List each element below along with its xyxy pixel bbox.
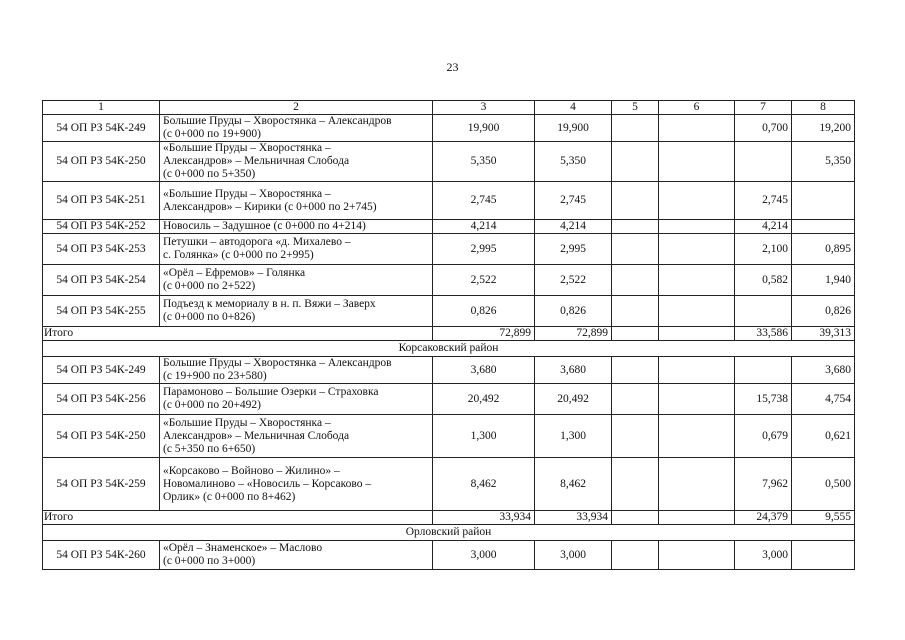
value-col-3: 8,462 bbox=[433, 458, 535, 511]
value-col-4: 1,300 bbox=[535, 415, 612, 458]
column-header-3: 3 bbox=[433, 101, 535, 115]
total-cell-c5 bbox=[612, 511, 659, 525]
value-col-5 bbox=[612, 384, 659, 415]
value-col-7: 0,679 bbox=[735, 415, 792, 458]
column-header-8: 8 bbox=[792, 101, 855, 115]
value-col-5 bbox=[612, 296, 659, 327]
section-title: Корсаковский район bbox=[43, 341, 855, 357]
road-name-line: Орлик» (с 0+000 по 8+462) bbox=[163, 490, 296, 503]
value-col-4: 8,462 bbox=[535, 458, 612, 511]
value-col-3: 19,900 bbox=[433, 115, 535, 142]
value-col-5 bbox=[612, 265, 659, 296]
road-name-line: (с 0+000 по 0+826) bbox=[163, 311, 256, 323]
total-cell-c5 bbox=[612, 327, 659, 341]
total-cell-c6 bbox=[659, 511, 735, 525]
road-name-line: Новомалиново – «Новосиль – Корсаково – bbox=[163, 477, 372, 490]
value-col-7: 2,745 bbox=[735, 182, 792, 220]
column-header-5: 5 bbox=[612, 101, 659, 115]
table-row bbox=[43, 234, 855, 265]
value-col-6 bbox=[659, 541, 735, 570]
value-col-7: 0,582 bbox=[735, 265, 792, 296]
road-code: 54 ОП РЗ 54К-250 bbox=[43, 415, 160, 458]
value-col-7: 15,738 bbox=[735, 384, 792, 415]
road-name-line: Большие Пруды – Хворостянка – Александров bbox=[163, 357, 392, 369]
table-row bbox=[43, 142, 855, 182]
section-row bbox=[43, 525, 855, 541]
value-col-8: 3,680 bbox=[792, 357, 855, 384]
value-col-7 bbox=[735, 296, 792, 327]
column-header-7: 7 bbox=[735, 101, 792, 115]
road-code: 54 ОП РЗ 54К-260 bbox=[43, 541, 160, 570]
value-col-4: 2,995 bbox=[535, 234, 612, 265]
value-col-5 bbox=[612, 220, 659, 234]
value-col-4: 2,745 bbox=[535, 182, 612, 220]
value-col-3: 3,680 bbox=[433, 357, 535, 384]
roads-table bbox=[42, 100, 855, 570]
road-name-line: Парамоново – Большие Озерки – Страховка bbox=[163, 386, 379, 398]
road-name-line: Большие Пруды – Хворостянка – Александров bbox=[163, 115, 392, 127]
value-col-4: 3,000 bbox=[535, 541, 612, 570]
value-col-4: 19,900 bbox=[535, 115, 612, 142]
total-row bbox=[43, 511, 855, 525]
value-col-6 bbox=[659, 265, 735, 296]
road-name bbox=[160, 458, 433, 511]
value-col-6 bbox=[659, 296, 735, 327]
value-col-8 bbox=[792, 541, 855, 570]
total-cell-c3: 33,934 bbox=[433, 511, 535, 525]
value-col-4: 2,522 bbox=[535, 265, 612, 296]
value-col-6 bbox=[659, 234, 735, 265]
road-name bbox=[160, 115, 433, 142]
value-col-6 bbox=[659, 182, 735, 220]
road-name-line: (с 0+000 по 3+000) bbox=[163, 555, 256, 567]
road-name-line: (с 0+000 по 19+900) bbox=[163, 128, 262, 140]
road-name-line: (с 0+000 по 5+350) bbox=[163, 168, 256, 180]
total-cell-c4: 72,899 bbox=[535, 327, 612, 341]
total-cell-c8: 9,555 bbox=[792, 511, 855, 525]
value-col-7: 3,000 bbox=[735, 541, 792, 570]
value-col-5 bbox=[612, 182, 659, 220]
value-col-7 bbox=[735, 142, 792, 182]
value-col-8: 0,500 bbox=[792, 458, 855, 511]
value-col-3: 2,522 bbox=[433, 265, 535, 296]
value-col-7: 2,100 bbox=[735, 234, 792, 265]
value-col-3: 0,826 bbox=[433, 296, 535, 327]
value-col-7: 7,962 bbox=[735, 458, 792, 511]
road-name bbox=[160, 265, 433, 296]
road-name bbox=[160, 234, 433, 265]
table-row bbox=[43, 182, 855, 220]
value-col-3: 20,492 bbox=[433, 384, 535, 415]
road-name-line: «Большие Пруды – Хворостянка – bbox=[163, 142, 331, 154]
road-name-line: «Орёл – Ефремов» – Голянка bbox=[163, 267, 306, 279]
table-row bbox=[43, 220, 855, 234]
road-name-line: «Большие Пруды – Хворостянка – bbox=[163, 187, 331, 200]
road-code: 54 ОП РЗ 54К-256 bbox=[43, 384, 160, 415]
value-col-3: 2,745 bbox=[433, 182, 535, 220]
value-col-5 bbox=[612, 142, 659, 182]
road-code: 54 ОП РЗ 54К-255 bbox=[43, 296, 160, 327]
road-name-line: с. Голянка» (с 0+000 по 2+995) bbox=[163, 249, 314, 261]
road-name bbox=[160, 357, 433, 384]
value-col-4: 3,680 bbox=[535, 357, 612, 384]
road-code: 54 ОП РЗ 54К-250 bbox=[43, 142, 160, 182]
table-row bbox=[43, 296, 855, 327]
column-header-2: 2 bbox=[160, 101, 433, 115]
total-label: Итого bbox=[43, 327, 433, 341]
section-title: Орловский район bbox=[43, 525, 855, 541]
road-name-line: Александров» – Кирики (с 0+000 по 2+745) bbox=[163, 200, 377, 213]
value-col-8: 0,621 bbox=[792, 415, 855, 458]
road-name bbox=[160, 384, 433, 415]
road-name-line: Александров» – Мельничная Слобода bbox=[163, 155, 350, 167]
road-code: 54 ОП РЗ 54К-253 bbox=[43, 234, 160, 265]
road-code: 54 ОП РЗ 54К-252 bbox=[43, 220, 160, 234]
value-col-8 bbox=[792, 182, 855, 220]
road-name bbox=[160, 415, 433, 458]
road-code: 54 ОП РЗ 54К-254 bbox=[43, 265, 160, 296]
table-header-row bbox=[43, 101, 855, 115]
value-col-4: 5,350 bbox=[535, 142, 612, 182]
column-header-1: 1 bbox=[43, 101, 160, 115]
table-row bbox=[43, 458, 855, 511]
road-code: 54 ОП РЗ 54К-249 bbox=[43, 357, 160, 384]
value-col-5 bbox=[612, 415, 659, 458]
value-col-7: 0,700 bbox=[735, 115, 792, 142]
road-name-line: (с 0+000 по 2+522) bbox=[163, 280, 256, 292]
road-name-line: (с 0+000 по 20+492) bbox=[163, 399, 262, 411]
table-body bbox=[43, 101, 855, 570]
value-col-6 bbox=[659, 357, 735, 384]
table-row bbox=[43, 357, 855, 384]
value-col-6 bbox=[659, 458, 735, 511]
road-name-line: Петушки – автодорога «д. Михалево – bbox=[163, 236, 351, 248]
road-name-line: «Орёл – Знаменское» – Маслово bbox=[163, 542, 323, 554]
value-col-3: 3,000 bbox=[433, 541, 535, 570]
value-col-8 bbox=[792, 220, 855, 234]
road-name bbox=[160, 220, 433, 234]
road-code: 54 ОП РЗ 54К-249 bbox=[43, 115, 160, 142]
value-col-6 bbox=[659, 384, 735, 415]
value-col-5 bbox=[612, 115, 659, 142]
value-col-3: 5,350 bbox=[433, 142, 535, 182]
value-col-6 bbox=[659, 142, 735, 182]
total-row bbox=[43, 327, 855, 341]
road-name bbox=[160, 541, 433, 570]
road-name-line: (с 5+350 по 6+650) bbox=[163, 442, 256, 455]
column-header-4: 4 bbox=[535, 101, 612, 115]
value-col-6 bbox=[659, 115, 735, 142]
value-col-6 bbox=[659, 220, 735, 234]
value-col-7 bbox=[735, 357, 792, 384]
total-label: Итого bbox=[43, 511, 433, 525]
value-col-8: 5,350 bbox=[792, 142, 855, 182]
road-name bbox=[160, 182, 433, 220]
road-name-line: «Корсаково – Войново – Жилино» – bbox=[163, 464, 340, 477]
value-col-4: 0,826 bbox=[535, 296, 612, 327]
value-col-8: 1,940 bbox=[792, 265, 855, 296]
value-col-5 bbox=[612, 234, 659, 265]
value-col-8: 19,200 bbox=[792, 115, 855, 142]
value-col-4: 4,214 bbox=[535, 220, 612, 234]
road-name-line: Подъезд к мемориалу в н. п. Вяжи – Заверх bbox=[163, 298, 376, 310]
value-col-3: 2,995 bbox=[433, 234, 535, 265]
value-col-7: 4,214 bbox=[735, 220, 792, 234]
value-col-8: 0,826 bbox=[792, 296, 855, 327]
value-col-6 bbox=[659, 415, 735, 458]
value-col-5 bbox=[612, 458, 659, 511]
value-col-8: 0,895 bbox=[792, 234, 855, 265]
road-name-line: Александров» – Мельничная Слобода bbox=[163, 429, 350, 442]
road-name bbox=[160, 296, 433, 327]
value-col-5 bbox=[612, 541, 659, 570]
road-name-line: Новосиль – Задушное (с 0+000 по 4+214) bbox=[163, 220, 366, 232]
value-col-8: 4,754 bbox=[792, 384, 855, 415]
page-number: 23 bbox=[446, 60, 459, 74]
value-col-5 bbox=[612, 357, 659, 384]
road-name-line: «Большие Пруды – Хворостянка – bbox=[163, 416, 331, 429]
table-row bbox=[43, 265, 855, 296]
value-col-4: 20,492 bbox=[535, 384, 612, 415]
value-col-3: 1,300 bbox=[433, 415, 535, 458]
total-cell-c3: 72,899 bbox=[433, 327, 535, 341]
column-header-6: 6 bbox=[659, 101, 735, 115]
table-row bbox=[43, 384, 855, 415]
road-name bbox=[160, 142, 433, 182]
table-row bbox=[43, 115, 855, 142]
value-col-3: 4,214 bbox=[433, 220, 535, 234]
road-code: 54 ОП РЗ 54К-259 bbox=[43, 458, 160, 511]
table-row bbox=[43, 415, 855, 458]
road-code: 54 ОП РЗ 54К-251 bbox=[43, 182, 160, 220]
total-cell-c7: 24,379 bbox=[735, 511, 792, 525]
total-cell-c6 bbox=[659, 327, 735, 341]
table-row bbox=[43, 541, 855, 570]
road-name-line: (с 19+900 по 23+580) bbox=[163, 370, 267, 382]
section-row bbox=[43, 341, 855, 357]
total-cell-c7: 33,586 bbox=[735, 327, 792, 341]
total-cell-c8: 39,313 bbox=[792, 327, 855, 341]
total-cell-c4: 33,934 bbox=[535, 511, 612, 525]
